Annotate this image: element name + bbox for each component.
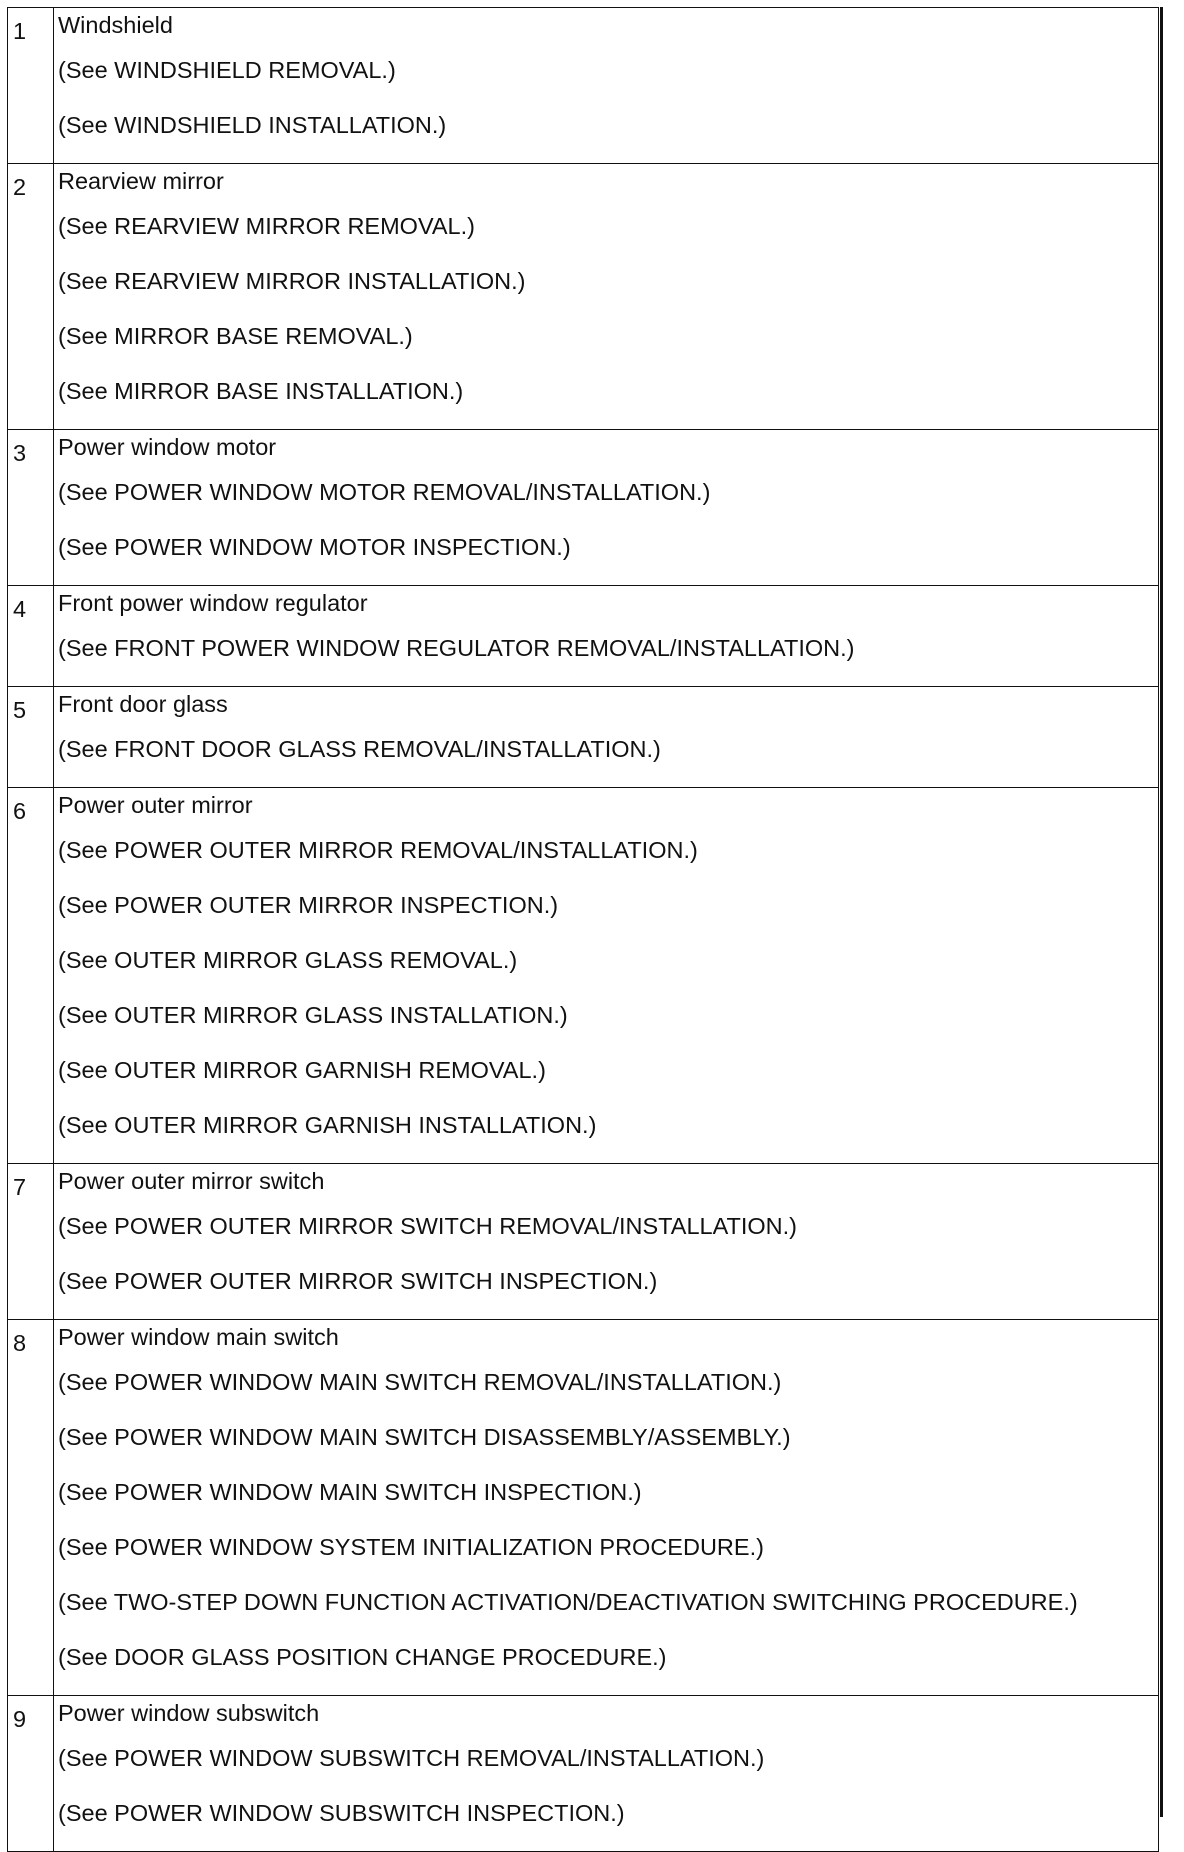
procedure-reference-link[interactable]: (See POWER WINDOW MOTOR INSPECTION.) xyxy=(58,534,571,560)
procedure-reference-link[interactable]: (See WINDSHIELD REMOVAL.) xyxy=(58,57,396,83)
procedure-reference-link[interactable]: (See POWER OUTER MIRROR SWITCH INSPECTION.) xyxy=(58,1268,658,1294)
table-row xyxy=(8,8,1159,164)
table-right-border xyxy=(1160,7,1163,1817)
procedure-reference-link[interactable]: (See POWER WINDOW SUBSWITCH INSPECTION.) xyxy=(58,1800,625,1826)
procedure-reference-link[interactable]: (See POWER WINDOW MAIN SWITCH REMOVAL/INSTALLATION.) xyxy=(58,1369,782,1395)
item-number: 4 xyxy=(8,586,54,687)
item-number: 5 xyxy=(8,687,54,788)
procedure-reference-link[interactable]: (See OUTER MIRROR GLASS INSTALLATION.) xyxy=(58,1002,568,1028)
item-details xyxy=(54,8,1159,164)
procedure-reference-link[interactable]: (See OUTER MIRROR GLASS REMOVAL.) xyxy=(58,947,518,973)
component-name: Rearview mirror xyxy=(58,168,224,194)
component-name: Power window motor xyxy=(58,434,277,460)
item-details xyxy=(54,788,1159,1164)
procedure-reference-link[interactable]: (See POWER WINDOW SUBSWITCH REMOVAL/INSTALLATION.) xyxy=(58,1745,765,1771)
item-details xyxy=(54,1320,1159,1696)
item-number: 6 xyxy=(8,788,54,1164)
table-row xyxy=(8,586,1159,687)
procedure-reference-link[interactable]: (See TWO-STEP DOWN FUNCTION ACTIVATION/DEACTIVATION SWITCHING PROCEDURE.) xyxy=(58,1589,1078,1615)
table-row xyxy=(8,1320,1159,1696)
component-name: Front door glass xyxy=(58,691,228,717)
table-body xyxy=(8,8,1159,1852)
procedure-reference-link[interactable]: (See POWER OUTER MIRROR REMOVAL/INSTALLATION.) xyxy=(58,837,698,863)
table-row xyxy=(8,164,1159,430)
item-number: 9 xyxy=(8,1696,54,1852)
component-name: Front power window regulator xyxy=(58,590,368,616)
table-row xyxy=(8,1164,1159,1320)
procedure-reference-link[interactable]: (See DOOR GLASS POSITION CHANGE PROCEDURE.) xyxy=(58,1644,667,1670)
procedure-reference-link[interactable]: (See POWER WINDOW MAIN SWITCH INSPECTION.) xyxy=(58,1479,642,1505)
procedure-reference-link[interactable]: (See MIRROR BASE INSTALLATION.) xyxy=(58,378,464,404)
procedure-reference-link[interactable]: (See WINDSHIELD INSTALLATION.) xyxy=(58,112,447,138)
item-number: 1 xyxy=(8,8,54,164)
procedure-reference-link[interactable]: (See FRONT POWER WINDOW REGULATOR REMOVAL/INSTALLATION.) xyxy=(58,635,855,661)
procedure-reference-link[interactable]: (See POWER OUTER MIRROR INSPECTION.) xyxy=(58,892,559,918)
procedure-reference-link[interactable]: (See OUTER MIRROR GARNISH REMOVAL.) xyxy=(58,1057,546,1083)
item-details xyxy=(54,430,1159,586)
component-name: Windshield xyxy=(58,12,173,38)
item-number: 7 xyxy=(8,1164,54,1320)
procedure-reference-link[interactable]: (See OUTER MIRROR GARNISH INSTALLATION.) xyxy=(58,1112,597,1138)
item-details xyxy=(54,1164,1159,1320)
item-details xyxy=(54,164,1159,430)
procedure-reference-link[interactable]: (See REARVIEW MIRROR REMOVAL.) xyxy=(58,213,475,239)
component-name: Power outer mirror xyxy=(58,792,253,818)
procedure-reference-link[interactable]: (See FRONT DOOR GLASS REMOVAL/INSTALLATION.) xyxy=(58,736,661,762)
procedure-reference-link[interactable]: (See REARVIEW MIRROR INSTALLATION.) xyxy=(58,268,526,294)
procedure-reference-link[interactable]: (See POWER WINDOW SYSTEM INITIALIZATION PROCEDURE.) xyxy=(58,1534,764,1560)
procedure-reference-link[interactable]: (See MIRROR BASE REMOVAL.) xyxy=(58,323,413,349)
item-number: 8 xyxy=(8,1320,54,1696)
item-details xyxy=(54,586,1159,687)
component-reference-table xyxy=(7,7,1159,1852)
component-name: Power window subswitch xyxy=(58,1700,320,1726)
table-row xyxy=(8,687,1159,788)
item-details xyxy=(54,687,1159,788)
table-row xyxy=(8,430,1159,586)
item-number: 2 xyxy=(8,164,54,430)
table-row xyxy=(8,788,1159,1164)
procedure-reference-link[interactable]: (See POWER WINDOW MAIN SWITCH DISASSEMBLY/ASSEMBLY.) xyxy=(58,1424,791,1450)
item-number: 3 xyxy=(8,430,54,586)
component-name: Power window main switch xyxy=(58,1324,339,1350)
component-name: Power outer mirror switch xyxy=(58,1168,325,1194)
item-details xyxy=(54,1696,1159,1852)
procedure-reference-link[interactable]: (See POWER WINDOW MOTOR REMOVAL/INSTALLATION.) xyxy=(58,479,711,505)
procedure-reference-link[interactable]: (See POWER OUTER MIRROR SWITCH REMOVAL/INSTALLATION.) xyxy=(58,1213,798,1239)
table-row xyxy=(8,1696,1159,1852)
